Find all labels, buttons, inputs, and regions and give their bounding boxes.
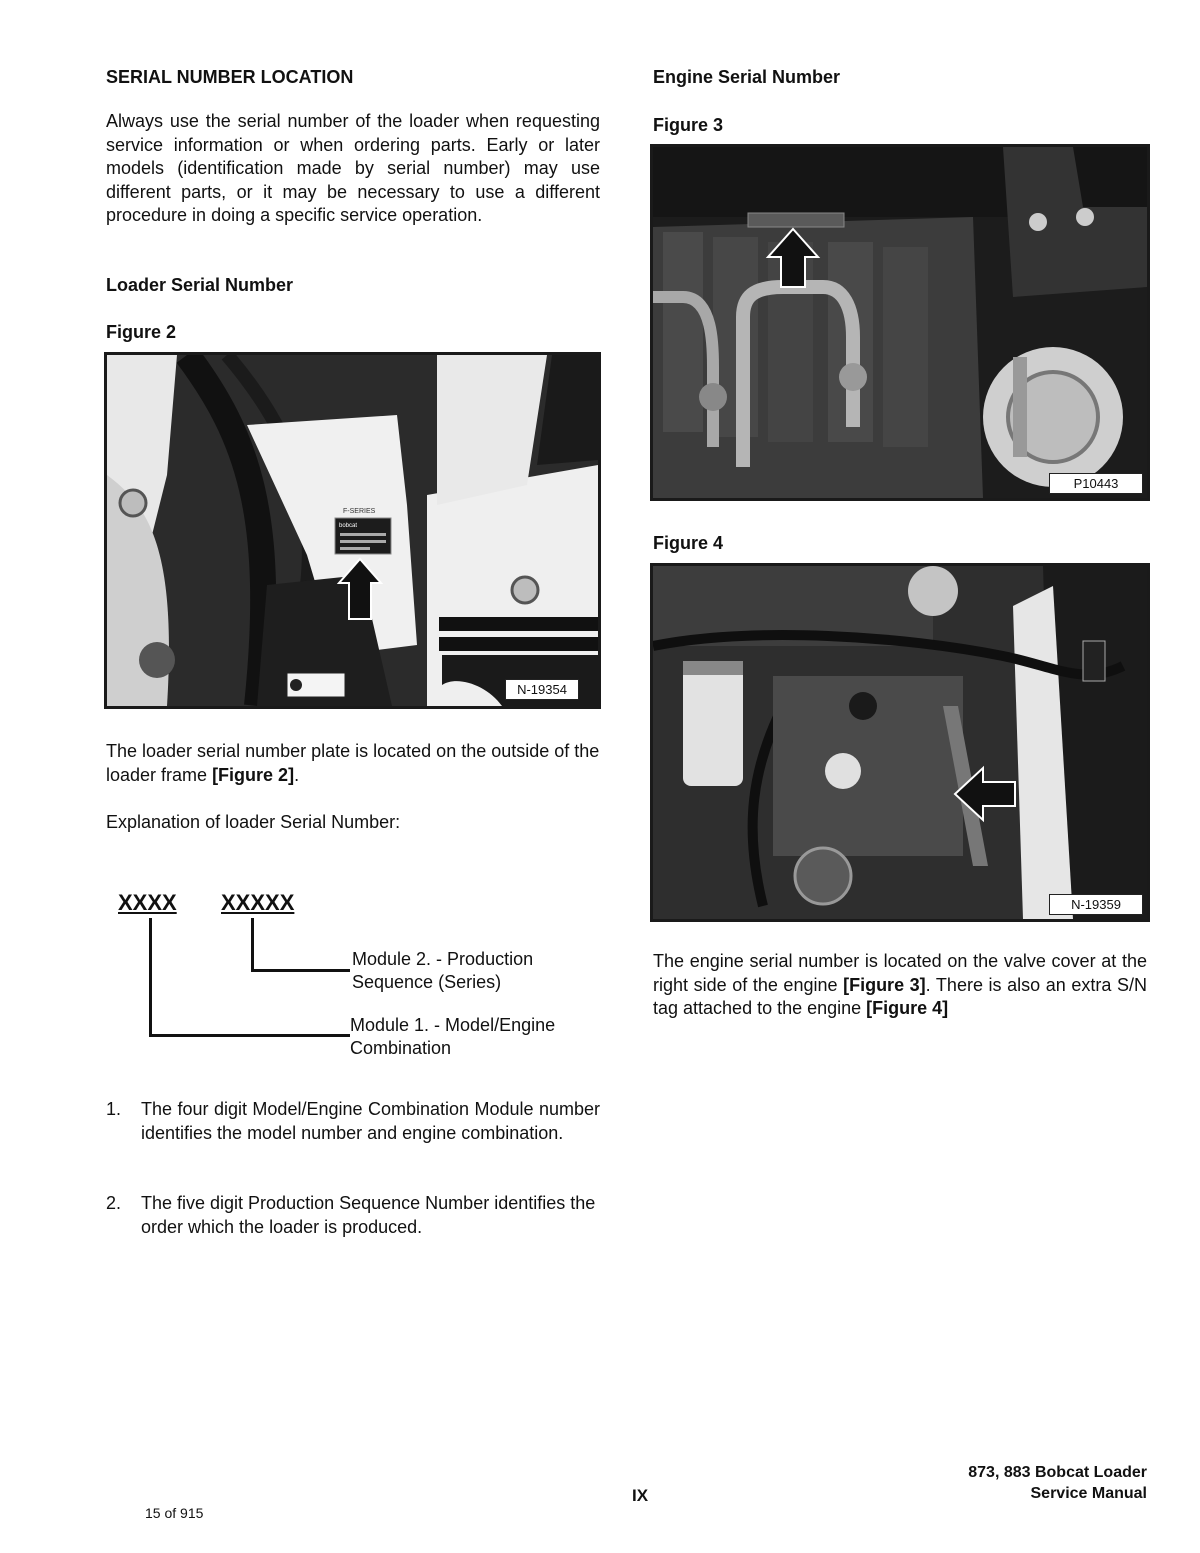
- page-roman-numeral: IX: [631, 1486, 649, 1505]
- manual-title: [847, 1462, 1147, 1504]
- figure3-code: P10443: [1049, 473, 1143, 494]
- figure3-label: Figure 3: [653, 115, 724, 135]
- list-item-1-number: 1.: [106, 1099, 122, 1119]
- figure4-photo: [650, 563, 1150, 922]
- engine-tag-illustration: [653, 566, 1147, 919]
- engine-serial-heading: Engine Serial Number: [653, 67, 841, 87]
- module1-vline: [149, 918, 152, 1037]
- module1-hline: [149, 1034, 350, 1037]
- list-item-2-number: 2.: [106, 1193, 122, 1213]
- explanation-text: Explanation of loader Serial Number:: [106, 812, 401, 832]
- intro-paragraph: Always use the serial number of the loader when requesting service information or when ordering parts. Early or later models (identification made by serial number) may use different parts, or it may be necessary to use a different procedure in doing a specific service operation.: [106, 111, 600, 225]
- figure2-code: N-19354: [505, 679, 579, 700]
- figure2-label: Figure 2: [106, 322, 177, 342]
- plate-text: The loader serial number plate is located on the outside of the loader frame: [106, 741, 600, 785]
- page-count: 15 of 915: [145, 1505, 204, 1521]
- manual-title-line1: 873, 883 Bobcat Loader: [968, 1464, 1147, 1481]
- plate-series-text: F-SERIES: [343, 508, 376, 515]
- plate-brand-text: bobcat: [339, 523, 358, 529]
- module2-line1: Module 2. - Production: [352, 949, 534, 969]
- plate-text-end: .: [294, 764, 300, 785]
- figure4-label: Figure 4: [653, 533, 724, 553]
- module2-hline: [251, 969, 350, 972]
- figure3-photo: [650, 144, 1150, 501]
- engine-location-text: [653, 950, 1147, 1021]
- list-item-1-text: The four digit Model/Engine Combination Module number identifies the model number and engine combination.: [141, 1099, 600, 1143]
- serial-diagram: [118, 890, 598, 1065]
- module2-vline: [251, 918, 254, 972]
- list-item-2-text: The five digit Production Sequence Number identifies the order which the loader is produced.: [141, 1193, 596, 1237]
- module1-line1: Module 1. - Model/Engine: [350, 1015, 556, 1035]
- manual-title-line2: Service Manual: [1030, 1485, 1147, 1502]
- loader-frame-illustration: [107, 355, 598, 706]
- figure2-photo: [104, 352, 601, 709]
- engine-text-1: The engine serial number is located on the valve cover at the right side of the engine: [653, 951, 1147, 995]
- module2-line2: Sequence (Series): [352, 972, 502, 992]
- engine-figure4-ref: [Figure 4]: [866, 998, 949, 1018]
- module1-line2: Combination: [350, 1038, 452, 1058]
- engine-text-2: . There is also an extra S/N tag attached to the engine: [653, 974, 1147, 1018]
- module1-label: [350, 1014, 555, 1060]
- engine-valve-cover-illustration: [653, 147, 1147, 498]
- plate-figure-ref: [Figure 2]: [212, 764, 295, 785]
- module2-label: [352, 948, 533, 994]
- figure4-code: N-19359: [1049, 894, 1143, 915]
- loader-serial-heading: Loader Serial Number: [106, 275, 294, 295]
- plate-location-text: [106, 740, 606, 787]
- section-title: SERIAL NUMBER LOCATION: [106, 67, 354, 87]
- sequence-code: XXXXX: [221, 890, 295, 915]
- engine-figure3-ref: [Figure 3]: [843, 974, 926, 995]
- model-code: XXXX: [118, 890, 177, 915]
